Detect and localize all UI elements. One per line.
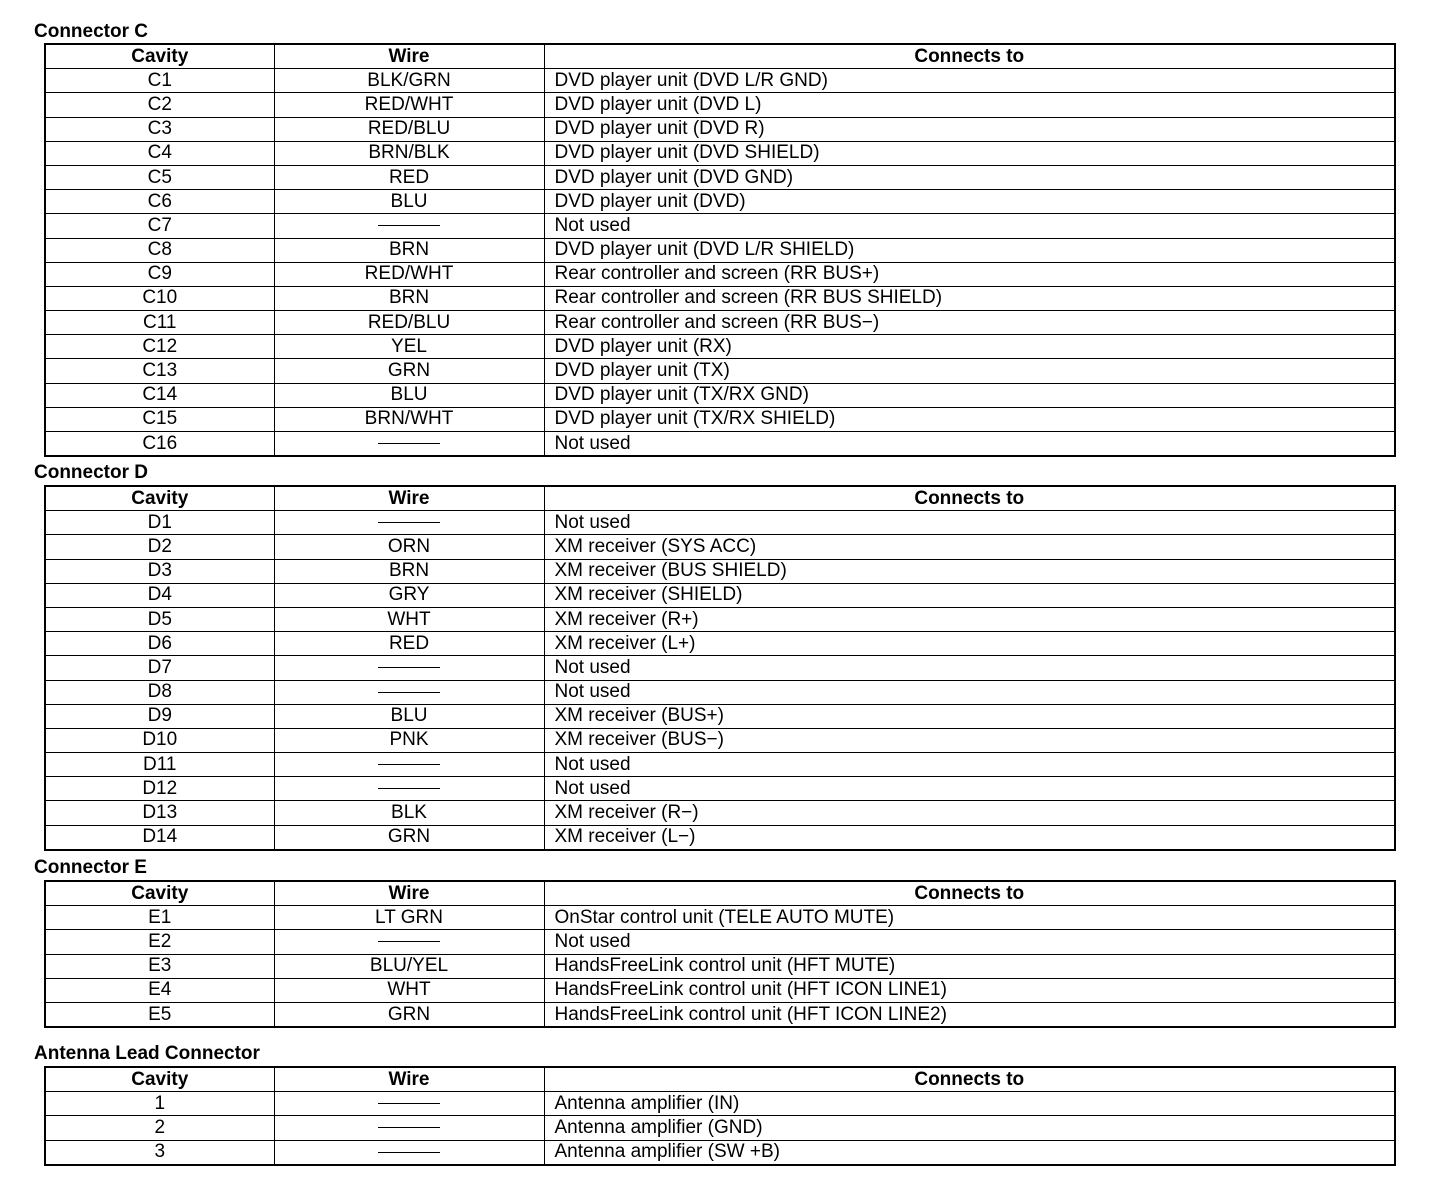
cavity-cell: C5 (45, 165, 274, 189)
wire-cell: RED/BLU (274, 311, 544, 335)
table-row (45, 1116, 1395, 1140)
connects-cell: Not used (544, 656, 1395, 680)
header-connects: Connects to (544, 1067, 1395, 1092)
connects-cell: Not used (544, 511, 1395, 535)
wire-cell-none (274, 777, 544, 801)
table-row (45, 583, 1395, 607)
connects-cell: DVD player unit (DVD L/R GND) (544, 69, 1395, 93)
table-row (45, 93, 1395, 117)
wire-cell: BRN (274, 238, 544, 262)
cavity-cell: D1 (45, 511, 274, 535)
table-row (45, 141, 1395, 165)
table-row (45, 535, 1395, 559)
connector-table (44, 880, 1396, 1028)
cavity-cell: E5 (45, 1002, 274, 1027)
table-header-row (45, 881, 1395, 906)
cavity-cell: E3 (45, 954, 274, 978)
table-row (45, 214, 1395, 238)
cavity-cell: C1 (45, 69, 274, 93)
wire-cell: YEL (274, 335, 544, 359)
no-wire-dash (378, 788, 440, 789)
connects-cell: HandsFreeLink control unit (HFT MUTE) (544, 954, 1395, 978)
header-connects: Connects to (544, 486, 1395, 511)
cavity-cell: C12 (45, 335, 274, 359)
no-wire-dash (378, 692, 440, 693)
table-row (45, 753, 1395, 777)
header-wire: Wire (274, 44, 544, 69)
table-row (45, 728, 1395, 752)
wire-cell: BLU/YEL (274, 954, 544, 978)
wire-cell: BLU (274, 190, 544, 214)
wire-cell: RED (274, 632, 544, 656)
connects-cell: HandsFreeLink control unit (HFT ICON LINE1) (544, 978, 1395, 1002)
wire-cell-none (274, 1140, 544, 1165)
connects-cell: DVD player unit (TX) (544, 359, 1395, 383)
table-row (45, 1092, 1395, 1116)
cavity-cell: D14 (45, 825, 274, 850)
cavity-cell: C11 (45, 311, 274, 335)
connects-cell: DVD player unit (DVD GND) (544, 165, 1395, 189)
no-wire-dash (378, 522, 440, 523)
no-wire-dash (378, 1152, 440, 1153)
cavity-cell: D11 (45, 753, 274, 777)
cavity-cell: D6 (45, 632, 274, 656)
connects-cell: XM receiver (R−) (544, 801, 1395, 825)
wire-cell: BRN (274, 286, 544, 310)
cavity-cell: D2 (45, 535, 274, 559)
table-row (45, 1140, 1395, 1165)
wire-cell: BLK (274, 801, 544, 825)
header-cavity: Cavity (45, 881, 274, 906)
connects-cell: HandsFreeLink control unit (HFT ICON LINE2) (544, 1002, 1395, 1027)
cavity-cell: E1 (45, 906, 274, 930)
table-row (45, 335, 1395, 359)
cavity-cell: 3 (45, 1140, 274, 1165)
connects-cell: XM receiver (BUS SHIELD) (544, 559, 1395, 583)
table-row (45, 359, 1395, 383)
cavity-cell: D12 (45, 777, 274, 801)
table-row (45, 825, 1395, 850)
wire-cell: ORN (274, 535, 544, 559)
header-cavity: Cavity (45, 44, 274, 69)
connects-cell: Not used (544, 680, 1395, 704)
connects-cell: XM receiver (L−) (544, 825, 1395, 850)
wire-cell: GRN (274, 825, 544, 850)
wire-cell: RED/WHT (274, 262, 544, 286)
wire-cell-none (274, 432, 544, 457)
cavity-cell: D13 (45, 801, 274, 825)
header-wire: Wire (274, 486, 544, 511)
header-connects: Connects to (544, 881, 1395, 906)
table-row (45, 69, 1395, 93)
cavity-cell: C8 (45, 238, 274, 262)
connector-table (44, 1066, 1396, 1166)
header-cavity: Cavity (45, 486, 274, 511)
connects-cell: XM receiver (BUS+) (544, 704, 1395, 728)
wire-cell: GRN (274, 359, 544, 383)
table-row (45, 1002, 1395, 1027)
table-header-row (45, 486, 1395, 511)
connects-cell: Antenna amplifier (GND) (544, 1116, 1395, 1140)
wire-cell-none (274, 511, 544, 535)
table-row (45, 801, 1395, 825)
connects-cell: Antenna amplifier (IN) (544, 1092, 1395, 1116)
wire-cell: WHT (274, 978, 544, 1002)
table-row (45, 954, 1395, 978)
cavity-cell: C7 (45, 214, 274, 238)
wire-cell-none (274, 214, 544, 238)
connects-cell: Rear controller and screen (RR BUS SHIELD) (544, 286, 1395, 310)
cavity-cell: 2 (45, 1116, 274, 1140)
cavity-cell: C3 (45, 117, 274, 141)
connects-cell: Not used (544, 214, 1395, 238)
cavity-cell: D8 (45, 680, 274, 704)
header-wire: Wire (274, 1067, 544, 1092)
wire-cell: GRN (274, 1002, 544, 1027)
wire-cell-none (274, 930, 544, 954)
table-row (45, 656, 1395, 680)
connects-cell: DVD player unit (TX/RX GND) (544, 383, 1395, 407)
cavity-cell: E4 (45, 978, 274, 1002)
connects-cell: DVD player unit (TX/RX SHIELD) (544, 407, 1395, 431)
connects-cell: XM receiver (SHIELD) (544, 583, 1395, 607)
connector-table (44, 43, 1396, 457)
table-row (45, 165, 1395, 189)
cavity-cell: E2 (45, 930, 274, 954)
connects-cell: Rear controller and screen (RR BUS+) (544, 262, 1395, 286)
wire-cell-none (274, 1092, 544, 1116)
section-title: Connector E (34, 857, 147, 878)
connects-cell: XM receiver (L+) (544, 632, 1395, 656)
wire-cell: BLU (274, 383, 544, 407)
cavity-cell: 1 (45, 1092, 274, 1116)
wire-cell: RED (274, 165, 544, 189)
cavity-cell: C14 (45, 383, 274, 407)
cavity-cell: D3 (45, 559, 274, 583)
cavity-cell: D4 (45, 583, 274, 607)
no-wire-dash (378, 225, 440, 226)
connects-cell: DVD player unit (DVD R) (544, 117, 1395, 141)
no-wire-dash (378, 1103, 440, 1104)
no-wire-dash (378, 443, 440, 444)
cavity-cell: C13 (45, 359, 274, 383)
header-wire: Wire (274, 881, 544, 906)
cavity-cell: C4 (45, 141, 274, 165)
no-wire-dash (378, 764, 440, 765)
table-row (45, 190, 1395, 214)
wire-cell: PNK (274, 728, 544, 752)
wire-cell: BLK/GRN (274, 69, 544, 93)
wire-cell-none (274, 680, 544, 704)
table-row (45, 607, 1395, 631)
table-header-row (45, 44, 1395, 69)
table-row (45, 262, 1395, 286)
table-row (45, 383, 1395, 407)
connects-cell: Not used (544, 777, 1395, 801)
cavity-cell: D7 (45, 656, 274, 680)
connects-cell: XM receiver (BUS−) (544, 728, 1395, 752)
section-title: Connector C (34, 21, 148, 42)
table-header-row (45, 1067, 1395, 1092)
connects-cell: XM receiver (R+) (544, 607, 1395, 631)
wire-cell-none (274, 1116, 544, 1140)
table-row (45, 704, 1395, 728)
wire-cell-none (274, 656, 544, 680)
connects-cell: Antenna amplifier (SW +B) (544, 1140, 1395, 1165)
cavity-cell: C16 (45, 432, 274, 457)
wire-cell: RED/WHT (274, 93, 544, 117)
wire-cell: RED/BLU (274, 117, 544, 141)
table-row (45, 978, 1395, 1002)
table-row (45, 632, 1395, 656)
connects-cell: DVD player unit (DVD L/R SHIELD) (544, 238, 1395, 262)
cavity-cell: C15 (45, 407, 274, 431)
wire-cell: BRN (274, 559, 544, 583)
wire-cell: LT GRN (274, 906, 544, 930)
connects-cell: XM receiver (SYS ACC) (544, 535, 1395, 559)
connects-cell: DVD player unit (RX) (544, 335, 1395, 359)
connects-cell: Not used (544, 432, 1395, 457)
table-row (45, 432, 1395, 457)
cavity-cell: C10 (45, 286, 274, 310)
no-wire-dash (378, 667, 440, 668)
wire-cell: BRN/BLK (274, 141, 544, 165)
cavity-cell: C2 (45, 93, 274, 117)
table-row (45, 930, 1395, 954)
section-title: Antenna Lead Connector (34, 1043, 260, 1064)
table-row (45, 311, 1395, 335)
connects-cell: OnStar control unit (TELE AUTO MUTE) (544, 906, 1395, 930)
table-row (45, 117, 1395, 141)
cavity-cell: C9 (45, 262, 274, 286)
wire-cell-none (274, 753, 544, 777)
connects-cell: Not used (544, 930, 1395, 954)
table-row (45, 906, 1395, 930)
cavity-cell: C6 (45, 190, 274, 214)
table-row (45, 559, 1395, 583)
connects-cell: DVD player unit (DVD SHIELD) (544, 141, 1395, 165)
connects-cell: DVD player unit (DVD) (544, 190, 1395, 214)
section-title: Connector D (34, 462, 148, 483)
header-connects: Connects to (544, 44, 1395, 69)
wire-cell: GRY (274, 583, 544, 607)
connector-table (44, 485, 1396, 851)
cavity-cell: D5 (45, 607, 274, 631)
connects-cell: Rear controller and screen (RR BUS−) (544, 311, 1395, 335)
cavity-cell: D10 (45, 728, 274, 752)
table-row (45, 286, 1395, 310)
table-row (45, 511, 1395, 535)
table-row (45, 407, 1395, 431)
wire-cell: BRN/WHT (274, 407, 544, 431)
no-wire-dash (378, 941, 440, 942)
connects-cell: DVD player unit (DVD L) (544, 93, 1395, 117)
table-row (45, 777, 1395, 801)
header-cavity: Cavity (45, 1067, 274, 1092)
connects-cell: Not used (544, 753, 1395, 777)
wire-cell: WHT (274, 607, 544, 631)
cavity-cell: D9 (45, 704, 274, 728)
no-wire-dash (378, 1127, 440, 1128)
table-row (45, 238, 1395, 262)
wire-cell: BLU (274, 704, 544, 728)
table-row (45, 680, 1395, 704)
